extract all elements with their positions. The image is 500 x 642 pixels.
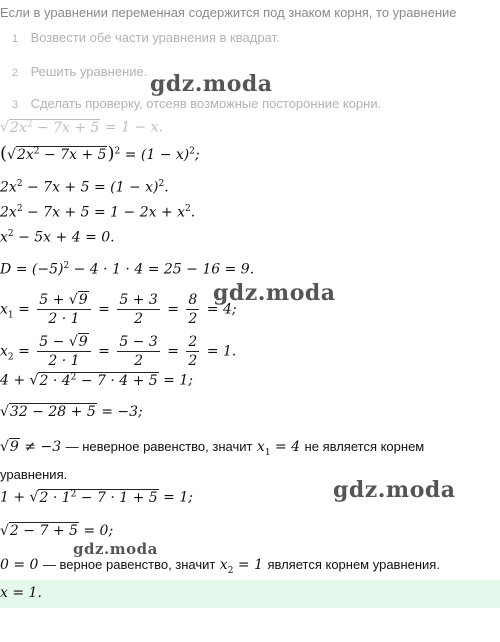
step-number: 1 bbox=[12, 33, 19, 45]
check-x2-line-1: $1 + √2 \cdot 1^2 - 7 \cdot 1 + 5 = 1$; bbox=[0, 489, 193, 506]
step-text: Возвести обе части уравнения в квадрат. bbox=[30, 30, 280, 45]
conclusion-text: не является корнем bbox=[304, 439, 425, 454]
equation-step-1: $2x^2 - 7x + 5 = (1 - x)^2$. bbox=[0, 179, 169, 196]
check-x1-line-1: $4 + √2 \cdot 4^2 - 7 \cdot 4 + 5 = 1$; bbox=[0, 372, 193, 389]
conclusion-text: — неверное равенство, значит bbox=[65, 439, 253, 454]
equation-original: $√2x^2 - 7x + 5 = 1 - x$. bbox=[0, 119, 163, 136]
answer: x = 1. bbox=[0, 585, 42, 601]
watermark: gdz.moda bbox=[213, 280, 336, 306]
check-x2-conclusion: 0 = 0 — верное равенство, значит $x_2 = 1$ является корнем уравнения. bbox=[0, 557, 440, 576]
equation-quadratic: $x^2 - 5x + 4 = 0$. bbox=[0, 229, 115, 246]
step-text: Сделать проверку, отсеяв возможные посторонние корни. bbox=[30, 96, 382, 111]
answer-highlight bbox=[0, 580, 500, 608]
conclusion-text: уравнения. bbox=[0, 467, 68, 482]
watermark: gdz.moda bbox=[73, 540, 158, 558]
root-x2: $x_2$ = $\frac{5 - √9}{2 \cdot 1}$ = $\frac{5 - 3}{2}$ = $\frac{2}{2}$ = 1. bbox=[0, 334, 237, 369]
step-number: 3 bbox=[12, 99, 19, 111]
check-x2-line-2: √2 − 7 + 5 = 0; bbox=[0, 523, 114, 539]
conclusion-text: — верное равенство, значит bbox=[42, 557, 216, 572]
watermark: gdz.moda bbox=[150, 71, 273, 97]
root-x1: $x_1$ = $\frac{5 + √9}{2 \cdot 1}$ = $\frac{5 + 3}{2}$ = $\frac{8}{2}$ = 4; bbox=[0, 292, 237, 327]
step-number: 2 bbox=[12, 67, 19, 79]
watermark: gdz.moda bbox=[333, 477, 456, 503]
check-x1-conclusion: √9 ≠ −3 — неверное равенство, значит $x_1 = 4$ не является корнем bbox=[0, 439, 425, 458]
step-1 bbox=[12, 29, 280, 47]
equation-squared: $(√2x^2 - 7x + 5)^2 = (1 - x)^2$; bbox=[0, 143, 200, 164]
conclusion-text: является корнем уравнения. bbox=[267, 557, 440, 572]
intro-text: Если в уравнении переменная содержится под знаком корня, то уравнение bbox=[0, 5, 457, 20]
check-x1-line-2: √32 − 28 + 5 = −3; bbox=[0, 404, 143, 420]
equation-step-2: $2x^2 - 7x + 5 = 1 - 2x + x^2$. bbox=[0, 204, 196, 221]
discriminant: $D = (-5)^2 - 4 \cdot 1 \cdot 4 = 25 - 16 = 9$. bbox=[0, 261, 255, 278]
step-2 bbox=[12, 63, 147, 81]
step-3 bbox=[12, 95, 381, 113]
step-text: Решить уравнение. bbox=[30, 64, 148, 79]
